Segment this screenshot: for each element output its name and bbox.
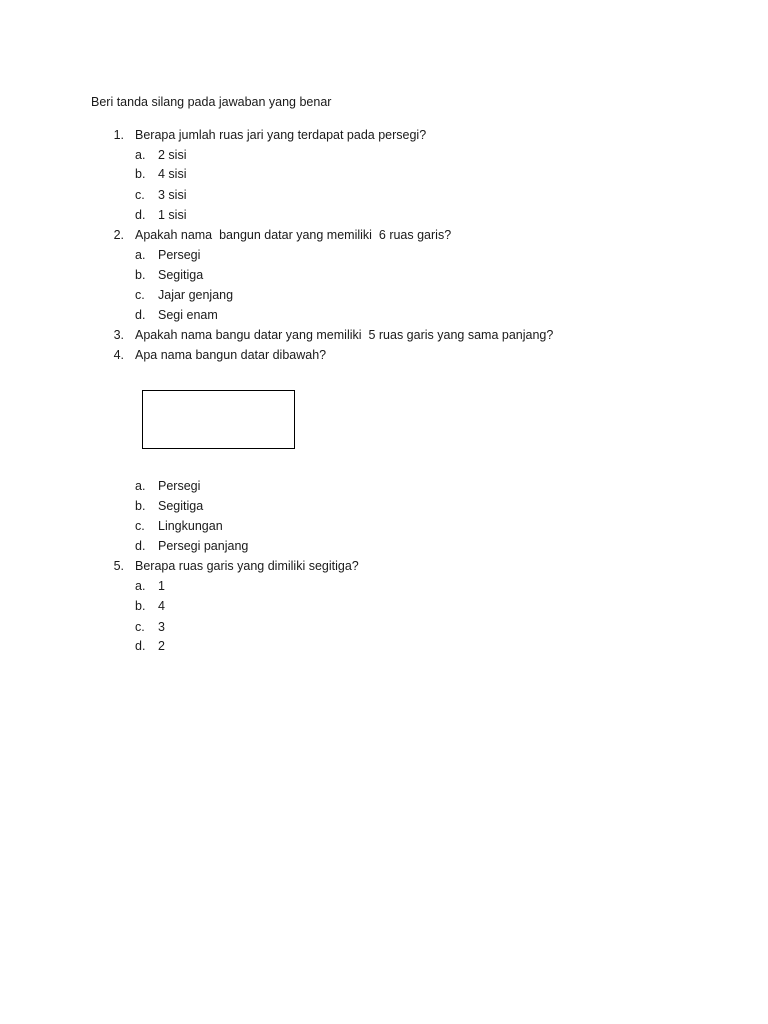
- question-4-text: Apa nama bangun datar dibawah?: [135, 348, 327, 362]
- instruction-text: Beri tanda silang pada jawaban yang benar: [91, 95, 332, 109]
- question-5-option-a: 1: [158, 579, 165, 593]
- question-1-number: 1.: [113, 128, 124, 142]
- question-4-option-c: Lingkungan: [158, 519, 223, 533]
- question-1-option-d: 1 sisi: [158, 208, 187, 222]
- question-2-option-a-letter: a.: [135, 248, 146, 262]
- question-5-option-d: 2: [158, 639, 165, 653]
- question-5-option-c: 3: [158, 620, 165, 634]
- rectangle-figure: [142, 390, 295, 449]
- question-2-number: 2.: [113, 228, 124, 242]
- question-5-option-c-letter: c.: [135, 620, 145, 634]
- question-1-option-b-letter: b.: [135, 167, 146, 181]
- question-2-option-a: Persegi: [158, 248, 201, 262]
- question-5-option-b-letter: b.: [135, 599, 146, 613]
- question-2-option-b: Segitiga: [158, 268, 204, 282]
- question-5-option-a-letter: a.: [135, 579, 146, 593]
- question-2-option-b-letter: b.: [135, 268, 146, 282]
- question-4-option-c-letter: c.: [135, 519, 145, 533]
- question-2-option-d-letter: d.: [135, 308, 146, 322]
- question-4-option-b-letter: b.: [135, 499, 146, 513]
- question-1-option-a: 2 sisi: [158, 148, 187, 162]
- question-2-option-d: Segi enam: [158, 308, 218, 322]
- question-1-option-a-letter: a.: [135, 148, 146, 162]
- question-4-option-a-letter: a.: [135, 479, 146, 493]
- question-1-option-b: 4 sisi: [158, 167, 187, 181]
- question-4-number: 4.: [113, 348, 124, 362]
- question-4-option-d: Persegi panjang: [158, 539, 249, 553]
- question-3-text: Apakah nama bangu datar yang memiliki 5 ruas garis yang sama panjang?: [135, 328, 554, 342]
- question-2-option-c: Jajar genjang: [158, 288, 234, 302]
- question-5-text: Berapa ruas garis yang dimiliki segitiga?: [135, 559, 359, 573]
- question-5-option-b: 4: [158, 599, 165, 613]
- question-3-number: 3.: [113, 328, 124, 342]
- question-1-option-c: 3 sisi: [158, 188, 187, 202]
- question-4-option-d-letter: d.: [135, 539, 146, 553]
- question-4-option-a: Persegi: [158, 479, 201, 493]
- question-2-text: Apakah nama bangun datar yang memiliki 6 ruas garis?: [135, 228, 452, 242]
- question-4-option-b: Segitiga: [158, 499, 204, 513]
- question-1-option-c-letter: c.: [135, 188, 145, 202]
- question-2-option-c-letter: c.: [135, 288, 145, 302]
- question-1-text: Berapa jumlah ruas jari yang terdapat pada persegi?: [135, 128, 427, 142]
- question-5-option-d-letter: d.: [135, 639, 146, 653]
- question-1-option-d-letter: d.: [135, 208, 146, 222]
- question-5-number: 5.: [113, 559, 124, 573]
